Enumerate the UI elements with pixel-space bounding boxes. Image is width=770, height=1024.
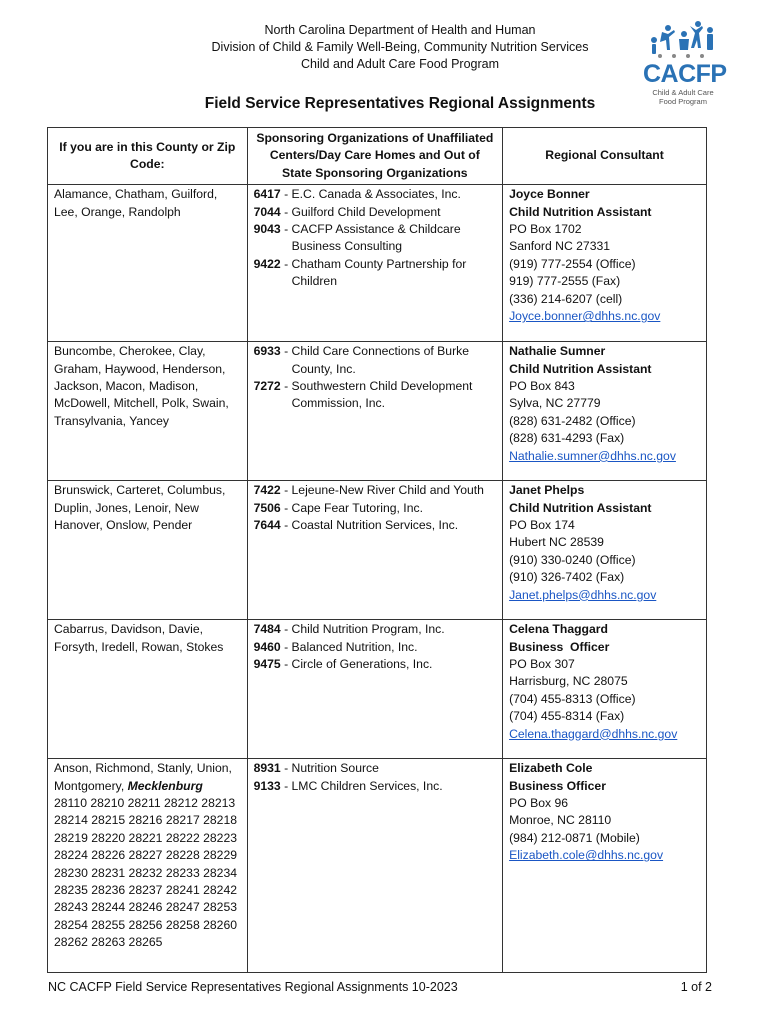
sponsor-name: - Child Nutrition Program, Inc.: [280, 622, 445, 637]
consultant-cell: [503, 620, 707, 759]
consultant-email-link[interactable]: Elizabeth.cole@dhhs.nc.gov: [509, 848, 664, 863]
children-figures-icon: [646, 20, 716, 60]
consultant-contact-line: (919) 777-2554 (Office): [509, 256, 636, 271]
sponsor-name: - Chatham County Partnership for Children: [280, 256, 467, 289]
consultant-contact-line: 919) 777-2555 (Fax): [509, 274, 621, 289]
sponsor-organization: [254, 778, 497, 795]
sponsor-organization: [254, 639, 497, 656]
county-list: Anson, Richmond, Stanly, Union, Montgomery,: [54, 761, 232, 793]
sponsor-code: 6933: [253, 344, 281, 359]
consultant-email-link[interactable]: Celena.thaggard@dhhs.nc.gov: [509, 726, 678, 741]
consultant-contact-line: (984) 212-0871 (Mobile): [509, 830, 640, 845]
county-cell: [48, 481, 248, 620]
consultant-contact-line: Sanford NC 27331: [509, 239, 611, 254]
consultant-contact-line: PO Box 843: [509, 379, 575, 394]
sponsor-cell: [247, 342, 503, 481]
consultant-name: Joyce Bonner: [509, 187, 590, 202]
sponsor-name: - Child Care Connections of Burke County, Inc.: [280, 344, 470, 376]
header-line-3: Child and Adult Care Food Program: [300, 57, 500, 71]
sponsor-name: - E.C. Canada & Associates, Inc.: [280, 187, 461, 202]
county-list: Buncombe, Cherokee, Clay, Graham, Haywood, Henderson, Jackson, Macon, Madison, McDowell, Mitchell, Polk, Swain, Transylvania, Yancey: [54, 344, 229, 428]
sponsor-cell: [247, 759, 503, 973]
consultant-contact-line: (828) 631-4293 (Fax): [509, 431, 625, 446]
footer-page-number: 1 of 2: [680, 980, 712, 994]
consultant-contact-line: PO Box 1702: [509, 222, 582, 237]
sponsor-cell: [247, 481, 503, 620]
consultant-contact-line: (910) 326-7402 (Fax): [509, 570, 625, 585]
county-cell: [48, 620, 248, 759]
consultant-role: Child Nutrition Assistant: [509, 361, 652, 376]
sponsor-organization: [254, 378, 497, 413]
sponsor-code: 9133: [253, 778, 281, 793]
sponsor-name: - Cape Fear Tutoring, Inc.: [280, 500, 423, 515]
consultant-contact-line: (704) 455-8313 (Office): [509, 691, 636, 706]
consultant-cell: [503, 185, 707, 342]
consultant-contact-line: (828) 631-2482 (Office): [509, 413, 636, 428]
consultant-email-link[interactable]: Janet.phelps@dhhs.nc.gov: [509, 587, 657, 602]
sponsor-code: 8931: [253, 761, 281, 776]
sponsor-name: - Nutrition Source: [280, 761, 379, 776]
sponsor-code: 9422: [253, 256, 281, 271]
consultant-name: Janet Phelps: [509, 483, 585, 498]
sponsor-organization: [254, 621, 497, 638]
sponsor-code: 7506: [253, 500, 281, 515]
consultant-contact-line: PO Box 174: [509, 518, 575, 533]
consultant-name: Nathalie Sumner: [509, 344, 606, 359]
sponsor-organization: [254, 343, 497, 378]
sponsor-organization: [254, 760, 497, 777]
consultant-contact-line: (704) 455-8314 (Fax): [509, 709, 625, 724]
consultant-contact-line: Hubert NC 28539: [509, 535, 604, 550]
sponsor-code: 6417: [253, 187, 281, 202]
county-cell: [48, 342, 248, 481]
sponsor-code: 7422: [253, 483, 281, 498]
consultant-email-link[interactable]: Nathalie.sumner@dhhs.nc.gov: [509, 448, 676, 463]
assignments-table: [47, 127, 707, 973]
sponsor-code: 7044: [253, 204, 281, 219]
table-row: [48, 185, 707, 342]
sponsor-code: 9475: [253, 657, 281, 672]
sponsor-code: 7272: [253, 379, 281, 394]
consultant-role: Child Nutrition Assistant: [509, 500, 652, 515]
consultant-contact-line: Sylva, NC 27779: [509, 396, 601, 411]
sponsor-cell: [247, 185, 503, 342]
consultant-name: Celena Thaggard: [509, 622, 608, 637]
sponsor-code: 9043: [253, 222, 281, 237]
sponsor-name: - Circle of Generations, Inc.: [280, 657, 433, 672]
consultant-contact-line: PO Box 96: [509, 796, 569, 811]
consultant-header: Regional Consultant: [503, 128, 707, 185]
sponsor-organization: [254, 256, 497, 291]
sponsor-name: - Balanced Nutrition, Inc.: [280, 639, 418, 654]
sponsor-name: - CACFP Assistance & Childcare Business Consulting: [280, 222, 461, 254]
consultant-cell: [503, 759, 707, 973]
consultant-cell: [503, 342, 707, 481]
sponsor-name: - LMC Children Services, Inc.: [280, 778, 443, 793]
sponsor-organization: [254, 517, 497, 534]
county-emphasis: Mecklenburg: [127, 778, 203, 793]
table-row: [48, 481, 707, 620]
county-list: Cabarrus, Davidson, Davie, Forsyth, Iredell, Rowan, Stokes: [54, 622, 224, 654]
sponsor-name: - Lejeune-New River Child and Youth: [280, 483, 484, 498]
table-row: [48, 759, 707, 973]
consultant-contact-line: (336) 214-6207 (cell): [509, 291, 623, 306]
header-line-2: Division of Child & Family Well-Being, Community Nutrition Services: [211, 40, 589, 54]
sponsor-code: 7484: [253, 622, 281, 637]
table-row: [48, 342, 707, 481]
consultant-role: Business Officer: [509, 778, 606, 793]
consultant-contact-line: PO Box 307: [509, 657, 575, 672]
sponsor-organization: [254, 500, 497, 517]
consultant-role: Child Nutrition Assistant: [509, 204, 652, 219]
zip-code-list: 28110 28210 28211 28212 28213 28214 28215 28216 28217 28218 28219 28220 28221 28222 28223 28224 28226 28227 28228 28229 28230 28231 28232 28233 28234 28235 28236 28237 28241 28242 28243 28244 28246 28247 28253 28254 28255 28256 28258 28260 28262 28263 28265: [54, 796, 237, 950]
footer-document-name: NC CACFP Field Service Representatives Regional Assignments 10-2023: [48, 980, 458, 994]
sponsor-organization: [254, 221, 497, 256]
sponsor-name: - Southwestern Child Development Commission, Inc.: [280, 379, 473, 411]
sponsor-cell: [247, 620, 503, 759]
sponsor-organization: [254, 482, 497, 499]
county-list: Alamance, Chatham, Guilford, Lee, Orange, Randolph: [54, 187, 218, 219]
logo-wordmark: CACFP: [643, 60, 727, 88]
consultant-role: Business Officer: [509, 639, 610, 654]
header-line-1: North Carolina Department of Health and Human: [264, 23, 536, 37]
county-cell: [48, 185, 248, 342]
cacfp-logo: [640, 20, 727, 106]
consultant-name: Elizabeth Cole: [509, 761, 593, 776]
sponsor-code: 7644: [253, 518, 281, 533]
sponsor-name: - Coastal Nutrition Services, Inc.: [280, 518, 459, 533]
table-row: [48, 620, 707, 759]
consultant-contact-line: (910) 330-0240 (Office): [509, 552, 636, 567]
sponsor-organization: [254, 186, 497, 203]
sponsor-header: Sponsoring Organizations of Unaffiliated Centers/Day Care Homes and Out of State Sponsoring Organizations: [247, 128, 503, 185]
logo-subtitle: Child & Adult Care Food Program: [652, 88, 714, 106]
sponsor-name: - Guilford Child Development: [280, 204, 441, 219]
county-list: Brunswick, Carteret, Columbus, Duplin, Jones, Lenoir, New Hanover, Onslow, Pender: [54, 483, 226, 533]
sponsor-organization: [254, 656, 497, 673]
table-header-row: [48, 128, 707, 185]
sponsor-organization: [254, 204, 497, 221]
sponsor-code: 9460: [253, 639, 281, 654]
consultant-contact-line: Harrisburg, NC 28075: [509, 674, 628, 689]
consultant-contact-line: Monroe, NC 28110: [509, 813, 612, 828]
page-title: Field Service Representatives Regional Assignments: [204, 95, 596, 112]
consultant-cell: [503, 481, 707, 620]
consultant-email-link[interactable]: Joyce.bonner@dhhs.nc.gov: [509, 309, 661, 324]
county-cell: [48, 759, 248, 973]
county-header: If you are in this County or Zip Code:: [48, 128, 248, 185]
